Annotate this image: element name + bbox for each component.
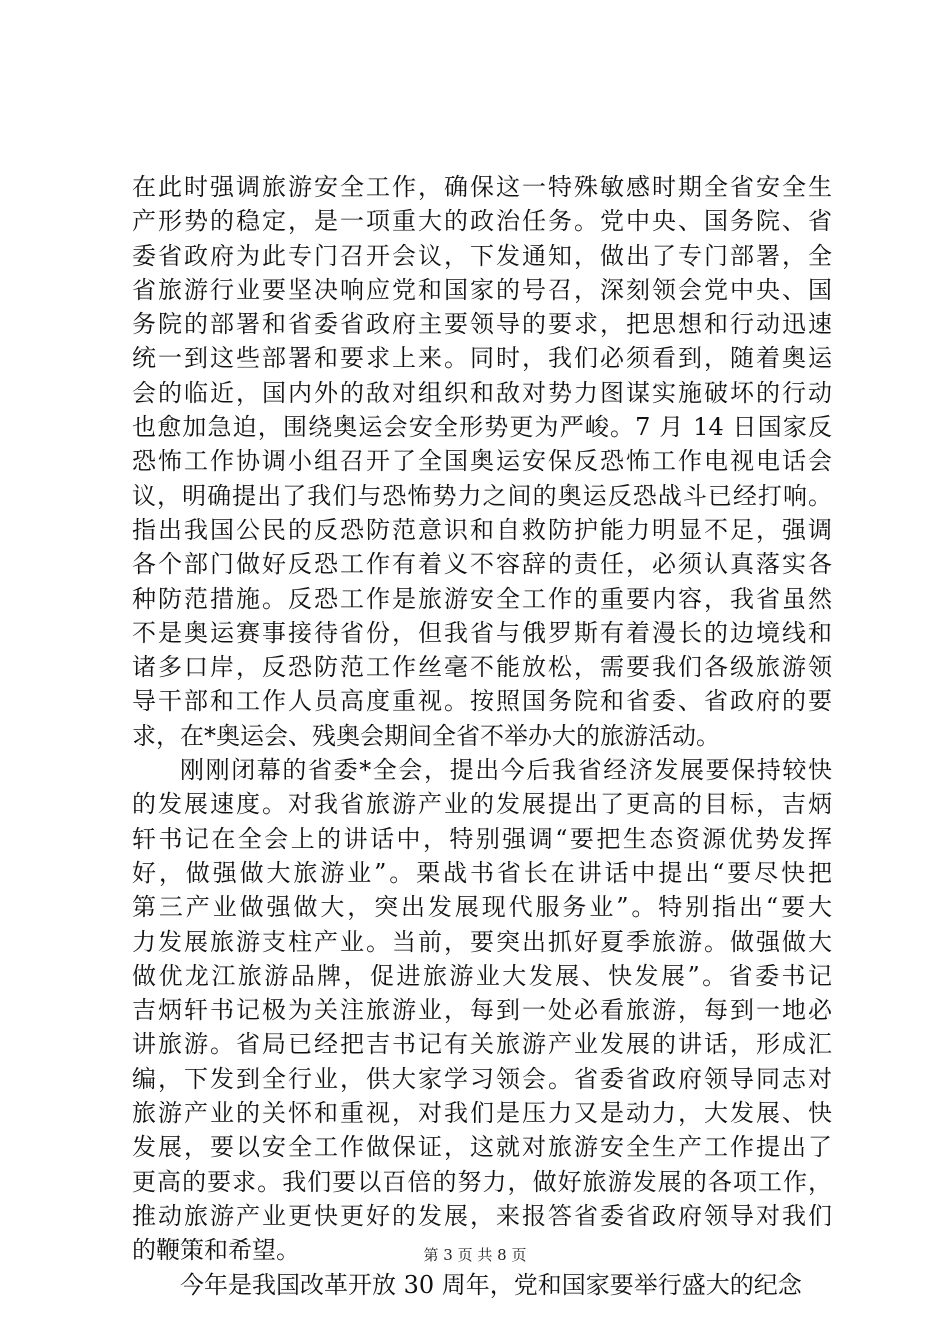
text-line: 委省政府为此专门召开会议，下发通知，做出了专门部署，全 (132, 241, 832, 270)
text-line: 务院的部署和省委省政府主要领导的要求，把思想和行动迅速 (132, 310, 832, 339)
paragraph-first-line: 今年是我国改革开放 30 周年，党和国家要举行盛大的纪念 (180, 1270, 802, 1299)
text-line: 统一到这些部署和要求上来。同时，我们必须看到，随着奥运 (132, 344, 832, 373)
text-line: 议，明确提出了我们与恐怖势力之间的奥运反恐战斗已经打响。 (132, 481, 832, 510)
text-line: 各个部门做好反恐工作有着义不容辞的责任，必须认真落实各 (132, 550, 832, 579)
text-line: 恐怖工作协调小组召开了全国奥运安保反恐怖工作电视电话会 (132, 447, 832, 476)
text-line: 省旅游行业要坚决响应党和国家的号召，深刻领会党中央、国 (132, 275, 832, 304)
text-line: 也愈加急迫，围绕奥运会安全形势更为严峻。7 月 14 日国家反 (132, 413, 832, 442)
text-line: 第三产业做强做大，突出发展现代服务业”。特别指出“要大 (132, 893, 832, 922)
text-line: 种防范措施。反恐工作是旅游安全工作的重要内容，我省虽然 (132, 584, 832, 613)
text-line: 的鞭策和希望。 (132, 1236, 300, 1265)
body-text (132, 170, 832, 1302)
text-line: 推动旅游产业更快更好的发展，来报答省委省政府领导对我们 (132, 1201, 832, 1230)
text-line: 吉炳轩书记极为关注旅游业，每到一处必看旅游，每到一地必 (132, 996, 832, 1025)
text-line: 发展，要以安全工作做保证，这就对旅游安全生产工作提出了 (132, 1133, 832, 1162)
text-line: 指出我国公民的反恐防范意识和自救防护能力明显不足，强调 (132, 515, 832, 544)
text-line: 不是奥运赛事接待省份，但我省与俄罗斯有着漫长的边境线和 (132, 618, 832, 647)
text-line: 的发展速度。对我省旅游产业的发展提出了更高的目标，吉炳 (132, 790, 832, 819)
text-line: 好，做强做大旅游业”。栗战书省长在讲话中提出“要尽快把 (132, 858, 832, 887)
text-line: 会的临近，国内外的敌对组织和敌对势力图谋实施破坏的行动 (132, 378, 832, 407)
page-number-footer: 第 3 页 共 8 页 (423, 1246, 527, 1264)
text-line: 力发展旅游支柱产业。当前，要突出抓好夏季旅游。做强做大 (132, 927, 832, 956)
text-line: 产形势的稳定，是一项重大的政治任务。党中央、国务院、省 (132, 207, 832, 236)
text-line: 做优龙江旅游品牌，促进旅游业大发展、快发展”。省委书记 (132, 961, 832, 990)
text-line: 轩书记在全会上的讲话中，特别强调“要把生态资源优势发挥 (132, 824, 832, 853)
text-line: 诸多口岸，反恐防范工作丝毫不能放松，需要我们各级旅游领 (132, 653, 832, 682)
text-line: 求，在*奥运会、残奥会期间全省不举办大的旅游活动。 (132, 721, 720, 750)
text-line: 更高的要求。我们要以百倍的努力，做好旅游发展的各项工作， (132, 1167, 832, 1196)
text-line: 编，下发到全行业，供大家学习领会。省委省政府领导同志对 (132, 1064, 832, 1093)
text-line: 讲旅游。省局已经把吉书记有关旅游产业发展的讲话，形成汇 (132, 1030, 832, 1059)
text-line: 旅游产业的关怀和重视，对我们是压力又是动力，大发展、快 (132, 1099, 832, 1128)
text-line: 导干部和工作人员高度重视。按照国务院和省委、省政府的要 (132, 687, 832, 716)
paragraph-first-line: 刚刚闭幕的省委*全会，提出今后我省经济发展要保持较快 (180, 756, 832, 785)
text-line: 在此时强调旅游安全工作，确保这一特殊敏感时期全省安全生 (132, 173, 832, 201)
